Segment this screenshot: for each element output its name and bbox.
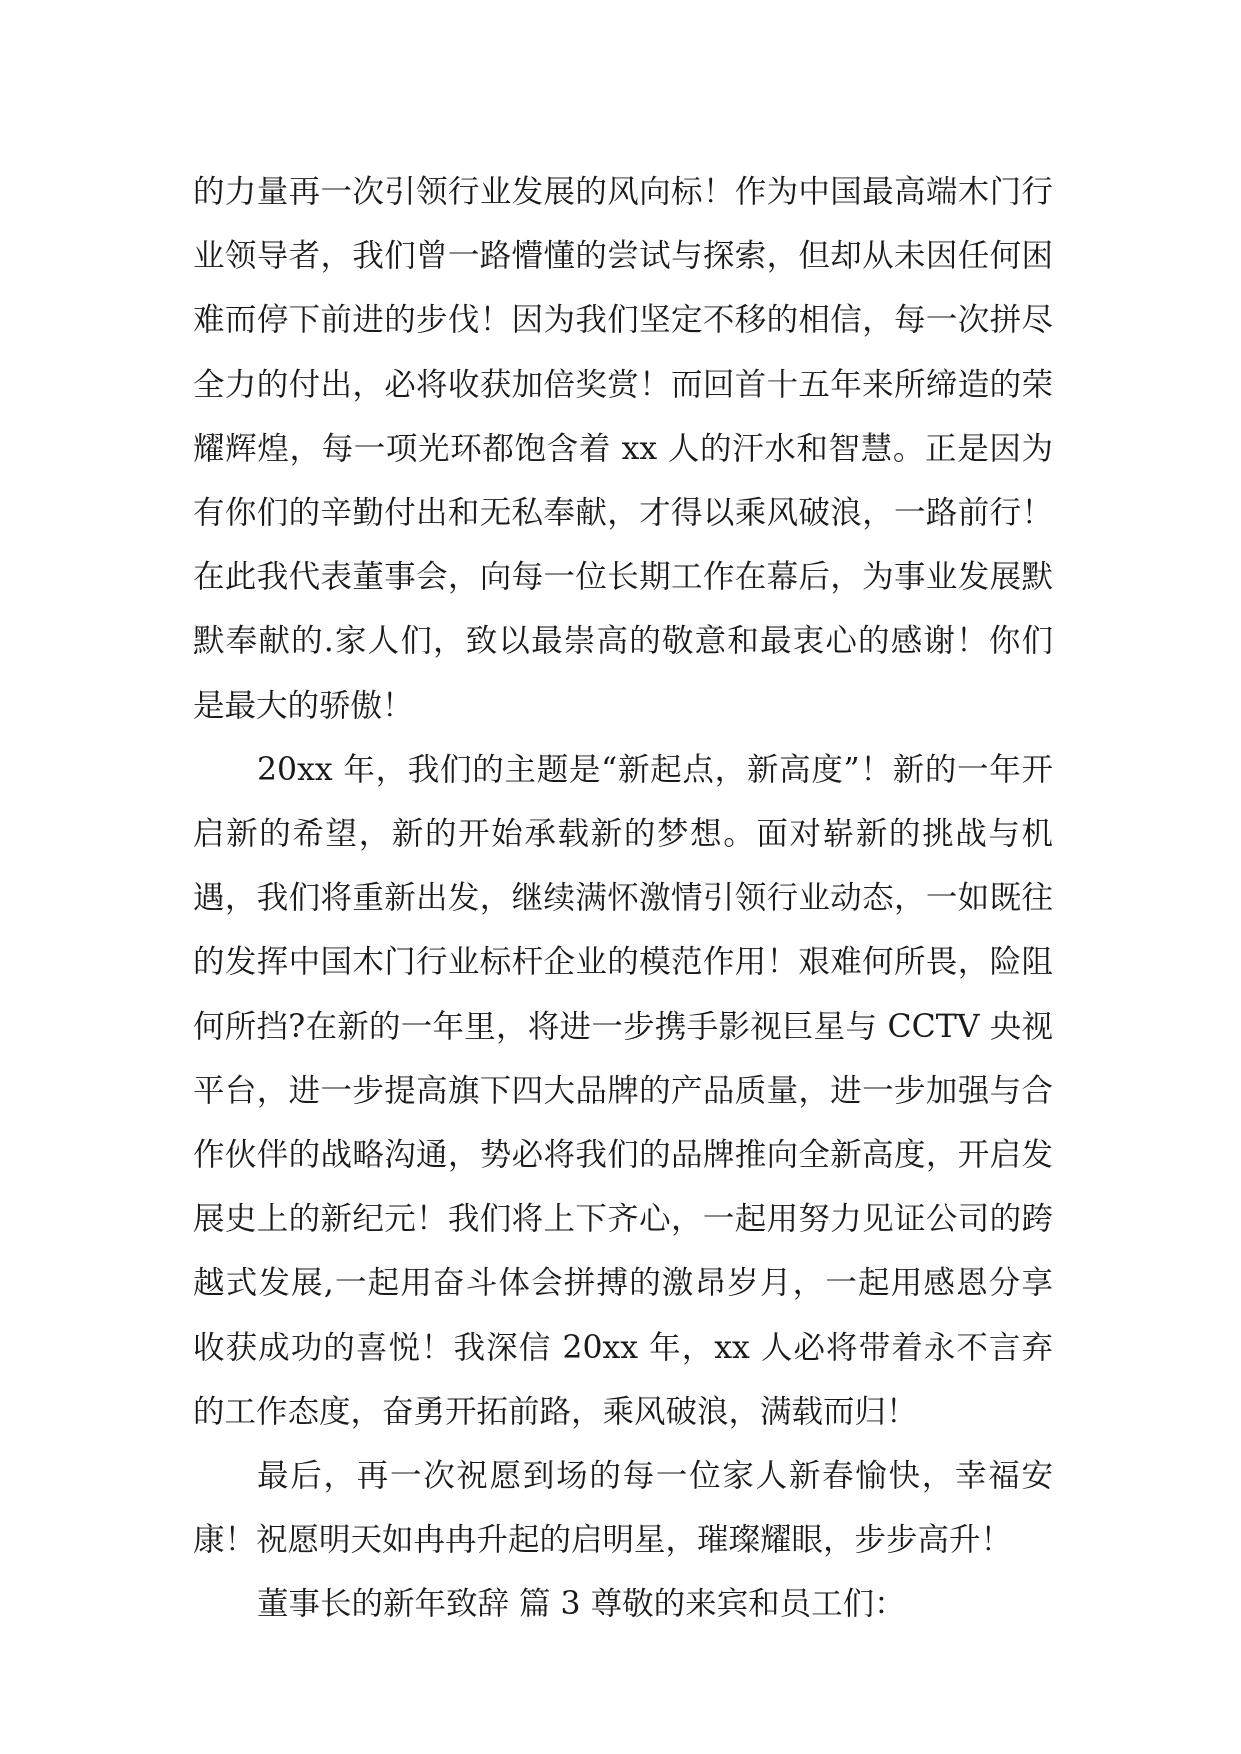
document-body	[193, 160, 1053, 1637]
paragraph-3: 最后，再一次祝愿到场的每一位家人新春愉快，幸福安康！祝愿明天如冉冉升起的启明星，璀璨耀眼，步步高升！	[193, 1458, 1053, 1559]
paragraph-1: 的力量再一次引领行业发展的风向标！作为中国最高端木门行业领导者，我们曾一路懵懂的尝试与探索，但却从未因任何困难而停下前进的步伐！因为我们坚定不移的相信，每一次拼尽全力的付出，必将收获加倍奖赏！而回首十五年来所缔造的荣耀辉煌，每一项光环都饱含着 xx 人的汗水和智慧。正是因为有你们的辛勤付出和无私奉献，才得以乘风破浪，一路前行！在此我代表董事会，向每一位长期工作在幕后，为事业发展默默奉献的.家人们，致以最崇高的敬意和最衷心的感谢！你们是最大的骄傲！	[193, 174, 1053, 724]
paragraph-2: 20xx 年，我们的主题是“新起点，新高度”！新的一年开启新的希望，新的开始承载新的梦想。面对崭新的挑战与机遇，我们将重新出发，继续满怀激情引领行业动态，一如既往的发挥中国木门行业标杆企业的模范作用！艰难何所畏，险阻何所挡?在新的一年里，将进一步携手影视巨星与 CCTV 央视平台，进一步提高旗下四大品牌的产品质量，进一步加强与合作伙伴的战略沟通，势必将我们的品牌推向全新高度，开启发展史上的新纪元！我们将上下齐心，一起用努力见证公司的跨越式发展,一起用奋斗体会拼搏的激昂岁月，一起用感恩分享收获成功的喜悦！我深信 20xx 年，xx 人必将带着永不言弃的工作态度，奋勇开拓前路，乘风破浪，满载而归！	[193, 751, 1053, 1430]
paragraph-4-heading: 董事长的新年致辞 篇 3 尊敬的来宾和员工们：	[257, 1586, 906, 1623]
